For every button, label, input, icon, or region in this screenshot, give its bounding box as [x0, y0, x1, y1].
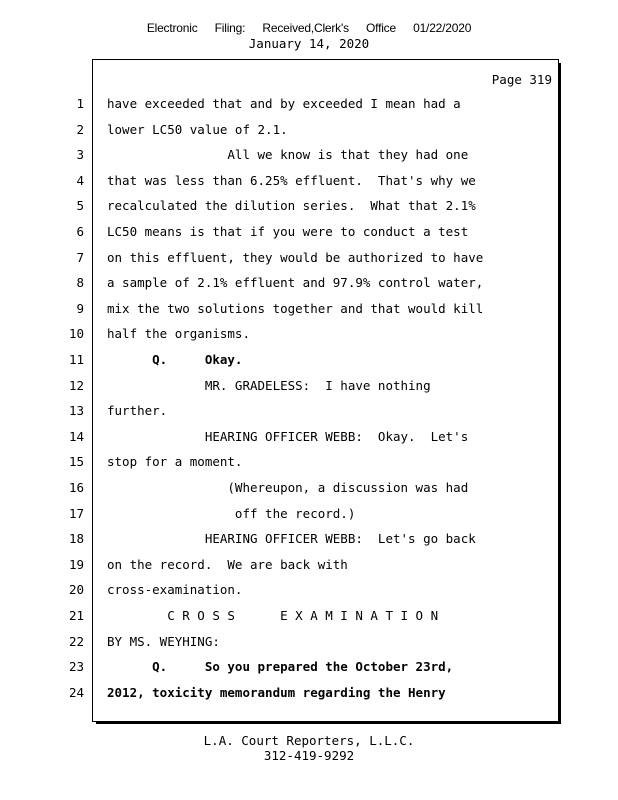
footer-company: L.A. Court Reporters, L.L.C.: [203, 733, 415, 748]
transcript-line: HEARING OFFICER WEBB: Okay. Let's: [107, 429, 469, 444]
transcript-line: off the record.): [107, 506, 356, 521]
line-number: 14: [68, 429, 84, 444]
transcript-line: a sample of 2.1% effluent and 97.9% control water,: [107, 275, 484, 290]
transcript-line: 2012, toxicity memorandum regarding the Henry: [107, 685, 446, 700]
line-number: 6: [76, 224, 84, 239]
filing-part: 01/22/2020: [413, 21, 472, 35]
line-number: 24: [68, 685, 84, 700]
transcript-line: cross-examination.: [107, 582, 243, 597]
transcript-line: BY MS. WEYHING:: [107, 634, 220, 649]
filing-part: Office: [366, 21, 396, 35]
transcript-line: LC50 means is that if you were to conduct a test: [107, 224, 469, 239]
line-number: 12: [68, 378, 84, 393]
line-number: 13: [68, 403, 84, 418]
transcript-line: All we know is that they had one: [107, 147, 469, 162]
transcript-line: HEARING OFFICER WEBB: Let's go back: [107, 531, 476, 546]
line-number: 18: [68, 531, 84, 546]
transcript-line: mix the two solutions together and that would kill: [107, 301, 484, 316]
transcript-line: MR. GRADELESS: I have nothing: [107, 378, 431, 393]
line-number: 21: [68, 608, 84, 623]
line-number: 9: [76, 301, 84, 316]
transcript-line: stop for a moment.: [107, 454, 243, 469]
transcript-line: that was less than 6.25% effluent. That's why we: [107, 173, 476, 188]
transcript-line: on the record. We are back with: [107, 557, 348, 572]
line-number: 22: [68, 634, 84, 649]
line-number: 8: [76, 275, 84, 290]
line-number: 2: [76, 122, 84, 137]
transcript-line: C R O S S E X A M I N A T I O N: [107, 608, 439, 623]
transcript-line: further.: [107, 403, 168, 418]
transcript-line: lower LC50 value of 2.1.: [107, 122, 288, 137]
filing-stamp: [0, 21, 618, 35]
transcript-line: on this effluent, they would be authorized to have: [107, 250, 484, 265]
filing-part: Electronic: [146, 21, 198, 35]
transcript-line: (Whereupon, a discussion was had: [107, 480, 469, 495]
line-number: 10: [68, 326, 84, 341]
line-number: 3: [76, 147, 84, 162]
transcript-line: have exceeded that and by exceeded I mean had a: [107, 96, 461, 111]
line-number: 19: [68, 557, 84, 572]
line-number: 16: [68, 480, 84, 495]
line-number: 5: [76, 198, 84, 213]
transcript-date: January 14, 2020: [248, 36, 370, 51]
filing-part: Received,Clerk's: [262, 21, 349, 35]
filing-part: Filing:: [214, 21, 246, 35]
line-number: 4: [76, 173, 84, 188]
footer-phone: 312-419-9292: [263, 748, 355, 763]
line-number: 1: [76, 96, 84, 111]
line-number: 17: [68, 506, 84, 521]
transcript-line: Q. So you prepared the October 23rd,: [107, 659, 454, 674]
transcript-line: Q. Okay.: [107, 352, 243, 367]
line-number: 20: [68, 582, 84, 597]
transcript-line: recalculated the dilution series. What that 2.1%: [107, 198, 476, 213]
line-number: 7: [76, 250, 84, 265]
line-number: 23: [68, 659, 84, 674]
line-number: 15: [68, 454, 84, 469]
transcript-line: half the organisms.: [107, 326, 250, 341]
page-number: Page 319: [491, 72, 552, 87]
line-number: 11: [68, 352, 84, 367]
